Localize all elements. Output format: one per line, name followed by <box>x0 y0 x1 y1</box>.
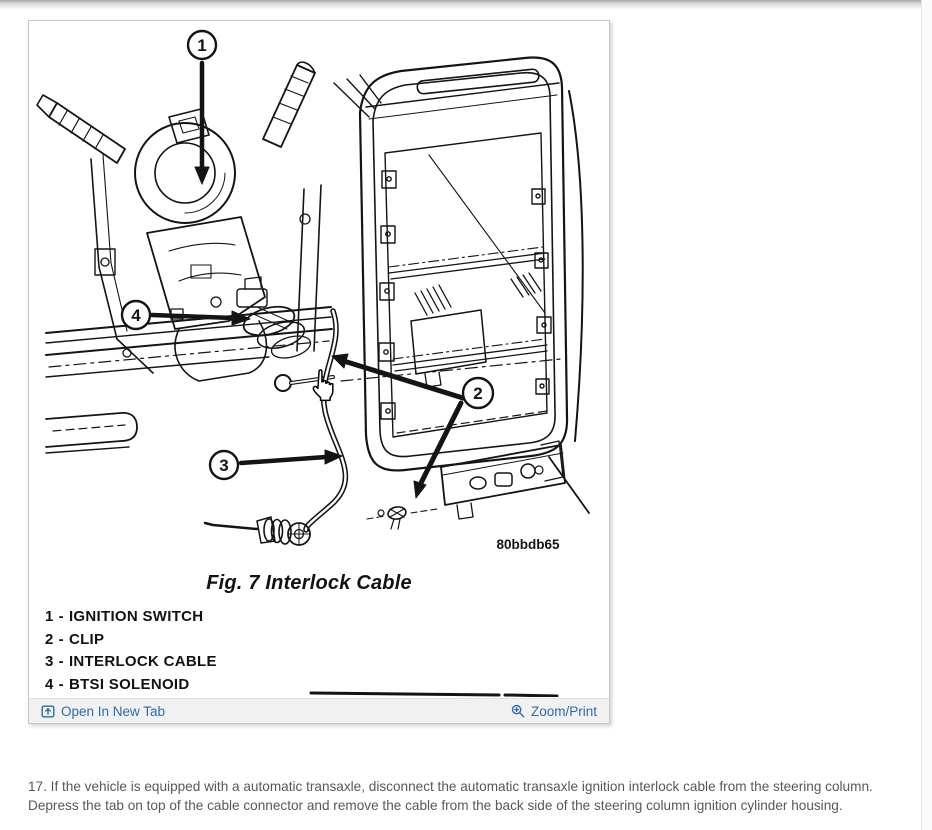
figure-caption: Fig. 7 Interlock Cable <box>206 572 412 594</box>
instruction-step-text: 17. If the vehicle is equipped with a automatic transaxle, disconnect the automatic transaxle ignition interlock cable from the steering column. Depress the tab on top of the cable connector and remove the cable from the back side of the steering column ignition cylinder housing. <box>28 778 873 814</box>
legend-item-3: 3 - INTERLOCK CABLE <box>45 653 217 670</box>
legend-item-1: 1 - IGNITION SWITCH <box>45 608 204 625</box>
callout-2 <box>332 354 493 498</box>
legend-item-4: 4 - BTSI SOLENOID <box>45 675 190 693</box>
steering-column-art <box>37 62 332 453</box>
figure-legend <box>45 606 217 696</box>
interlock-cable-diagram <box>29 21 609 697</box>
figure-viewer-panel <box>28 20 610 724</box>
zoom-print-link[interactable] <box>511 704 597 719</box>
figure-code-label: 80bbdb65 <box>496 537 560 552</box>
hand-cursor-icon <box>313 370 332 400</box>
scan-artifact-line <box>311 693 557 696</box>
callout-2-number: 2 <box>473 384 483 403</box>
callout-4-number: 4 <box>131 306 141 325</box>
callout-3 <box>210 450 342 479</box>
legend-item-2: 2 - CLIP <box>45 630 105 648</box>
callout-1-number: 1 <box>197 36 207 55</box>
top-shadow <box>0 0 932 10</box>
open-in-new-tab-icon <box>41 704 55 718</box>
scrollbar-track[interactable] <box>921 0 932 830</box>
viewer-footer-bar <box>29 698 609 723</box>
clip-art <box>367 506 437 529</box>
zoom-print-label: Zoom/Print <box>530 703 597 719</box>
open-in-new-tab-link[interactable] <box>41 704 165 719</box>
figure-image[interactable] <box>29 21 609 697</box>
dashboard-opening-art <box>334 57 589 513</box>
callout-3-number: 3 <box>219 456 229 475</box>
zoom-icon <box>511 704 525 718</box>
interlock-cable-art <box>205 311 437 545</box>
open-in-new-tab-label: Open In New Tab <box>61 703 166 719</box>
lower-rail-art <box>341 359 565 519</box>
callout-4 <box>122 301 250 329</box>
